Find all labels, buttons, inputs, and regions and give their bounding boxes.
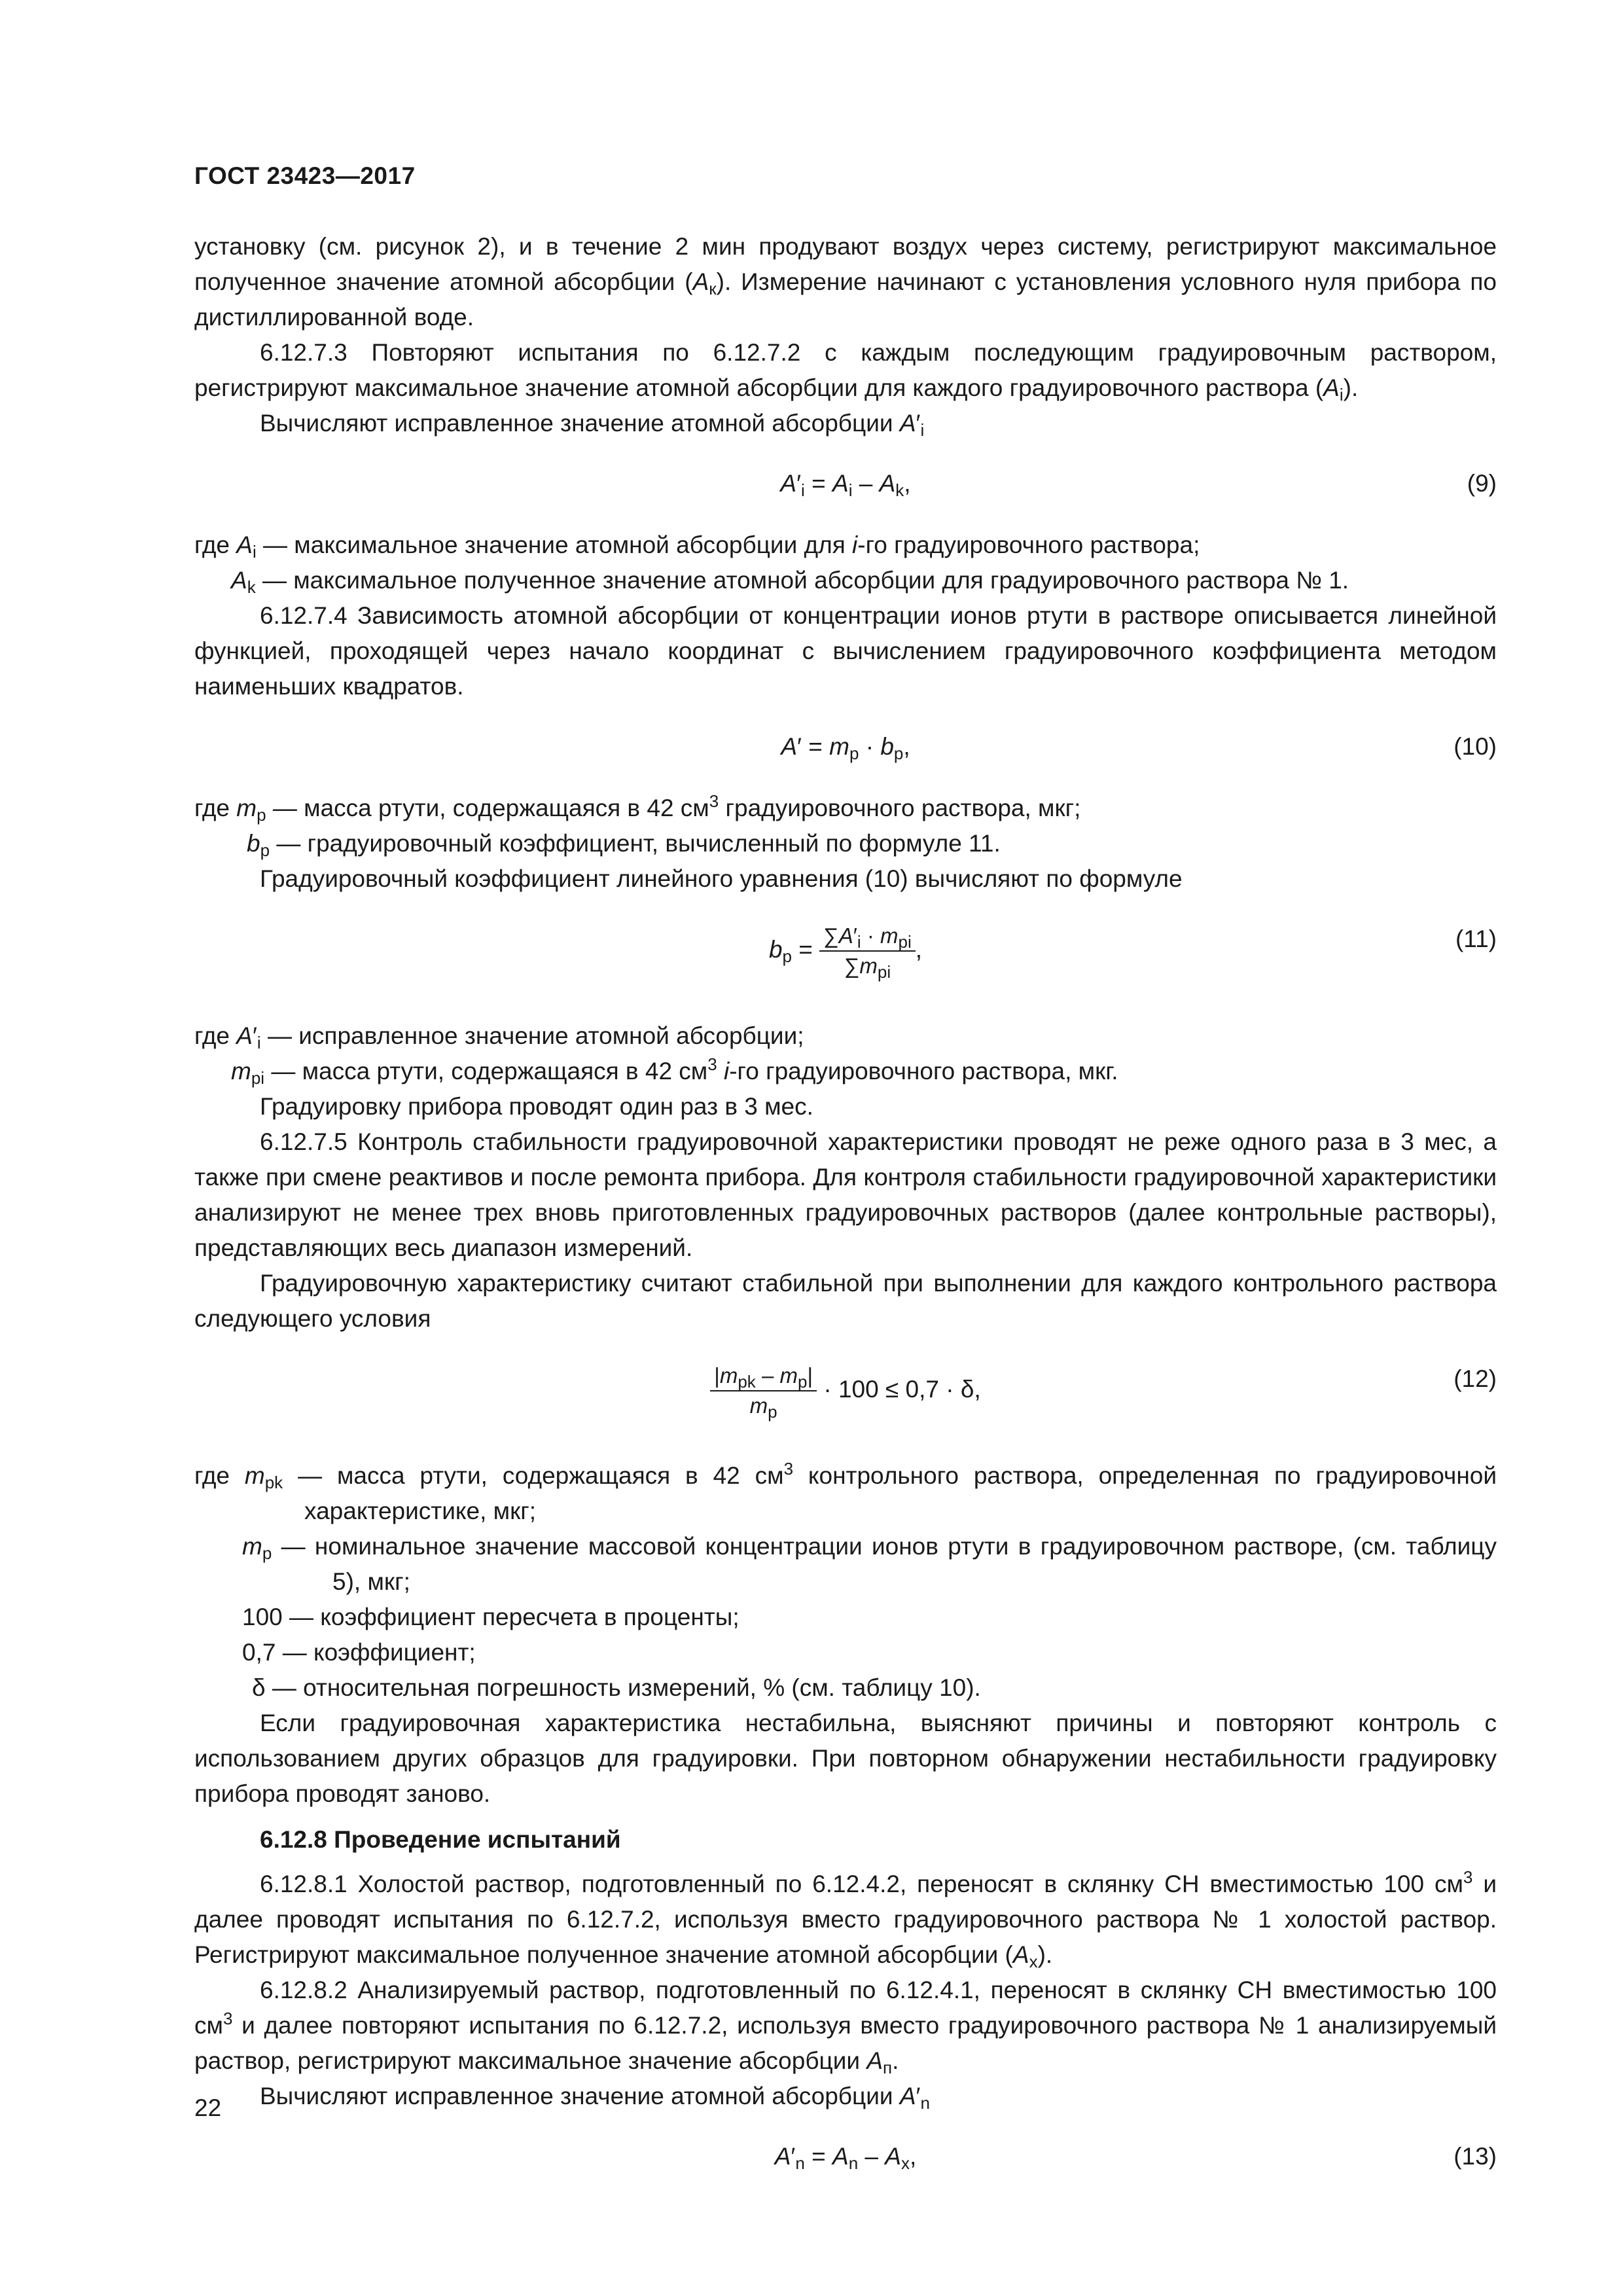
paragraph: 6.12.7.3 Повторяют испытания по 6.12.7.2 с каждым последующим градуировочным раствором, регистрируют максимальное значение атомной абсорбции для каждого градуировочного раствора $(A_i)$. [194, 339, 1497, 404]
formula-number: (13) [1454, 2143, 1497, 2170]
definition: $m_p$ — номинальное значение массовой концентрации ионов ртути в градуировочном растворе, (см. таблицу 5), мкг; [242, 1533, 1497, 1595]
definition: $m_{pi}$ — масса ртути, содержащаяся в 42 $см^3$ i-го градуировочного раствора, мкг. [231, 1054, 1118, 1088]
paragraph: Градуировочный коэффициент линейного уравнения (10) вычисляют по формуле [260, 865, 1183, 892]
definition: где $m_p$ — масса ртути, содержащаяся в 42 $см^3$ градуировочного раствора, мкг; [194, 791, 1081, 825]
paragraph: 6.12.7.5 Контроль стабильности градуировочной характеристики проводят не реже одного раза в 3 мес, а также при смене реактивов и после ремонта прибора. Для контроля стабильности градуировочной характеристики анализируют не менее трех вновь приготовленных градуировочных растворов (далее контрольные растворы), представляющих весь диапазон измерений. [194, 1128, 1497, 1261]
paragraph: Градуировку прибора проводят один раз в 3 мес. [260, 1093, 813, 1120]
formula-number: (9) [1467, 470, 1497, 497]
paragraph: Вычисляют исправленное значение атомной абсорбции $A'_i$ [260, 410, 925, 440]
formula-number: (10) [1454, 733, 1497, 760]
paragraph: 6.12.8.1 Холостой раствор, подготовленный по 6.12.4.2, переносят в склянку СН вместимостью 100 $см^3$ и далее проводят испытания по 6.12.7.2, используя вместо градуировочного раствора № 1 холостой раствор. Регистрируют максимальное полученное значение атомной абсорбции $(A_x)$. [194, 1867, 1497, 1971]
definition: $A_k$ — максимальное полученное значение атомной абсорбции для градуировочного раствора № 1. [231, 567, 1349, 597]
formula-11: $b_p$ = $\frac{\sum A'_i \cdot m_{pi}}{\sum m_{pi}}$ , (11) [194, 922, 1497, 992]
definition: $b_p$ — градуировочный коэффициент, вычисленный по формуле 11. [247, 830, 1001, 860]
paragraph: установку (см. рисунок 2), и в течение 2 мин продувают воздух через систему, регистрируют максимальное полученное значение атомной абсорбции $(A_к)$. Измерение начинают с установления условного нуля прибора по дистиллированной воде. [194, 233, 1497, 331]
formula-number: (11) [1455, 925, 1497, 952]
definition: 100 — коэффициент пересчета в проценты; [242, 1604, 740, 1630]
section-heading: 6.12.8 Проведение испытаний [260, 1826, 621, 1853]
formula-13: $A'_n = A_n - A_x$, (13) [194, 2139, 1497, 2174]
definition: 0,7 — коэффициент; [242, 1639, 476, 1666]
definition: где $A_i$ — максимальное значение атомной абсорбции для i-го градуировочного раствора; [194, 531, 1200, 562]
document-body [194, 229, 1497, 2200]
formula-9: $A'_i = A_i - A_k$, (9) [194, 466, 1497, 501]
formula-12: $\frac{|m_{pk} - m_p|}{m_p}$ · 100 ≤ 0,7 · δ, (12) [194, 1361, 1497, 1432]
paragraph: 6.12.7.4 Зависимость атомной абсорбции от концентрации ионов ртути в растворе описывается линейной функцией, проходящей через начало координат с вычислением градуировочного коэффициента методом наименьших квадратов. [194, 602, 1497, 700]
paragraph: Вычисляют исправленное значение атомной абсорбции $A'_n$ [260, 2083, 930, 2113]
definition: где $A'_i$ — исправленное значение атомной абсорбции; [194, 1022, 804, 1052]
formula-10: $A' = m_p \cdot b_p$, (10) [194, 729, 1497, 764]
paragraph: 6.12.8.2 Анализируемый раствор, подготовленный по 6.12.4.1, переносят в склянку СН вместимостью 100 $см^3$ и далее повторяют испытания по 6.12.7.2, используя вместо градуировочного раствора № 1 анализируемый раствор, регистрируют максимальное значение абсорбции $A_п$. [194, 1977, 1497, 2077]
paragraph: Градуировочную характеристику считают стабильной при выполнении для каждого контрольного раствора следующего условия [194, 1270, 1497, 1332]
definition: где $m_{pk}$ — масса ртути, содержащаяся в 42 $см^3$ контрольного раствора, определенная по градуировочной характеристике, мкг; [194, 1459, 1497, 1524]
formula-number: (12) [1454, 1365, 1497, 1392]
paragraph: Если градуировочная характеристика нестабильна, выясняют причины и повторяют контроль с использованием других образцов для градуировки. При повторном обнаружении нестабильности градуировку прибора проводят заново. [194, 1710, 1497, 1807]
document-id: ГОСТ 23423—2017 [194, 162, 416, 189]
page-number: 22 [194, 2094, 222, 2121]
definition: δ — относительная погрешность измерений, % (см. таблицу 10). [252, 1674, 981, 1701]
